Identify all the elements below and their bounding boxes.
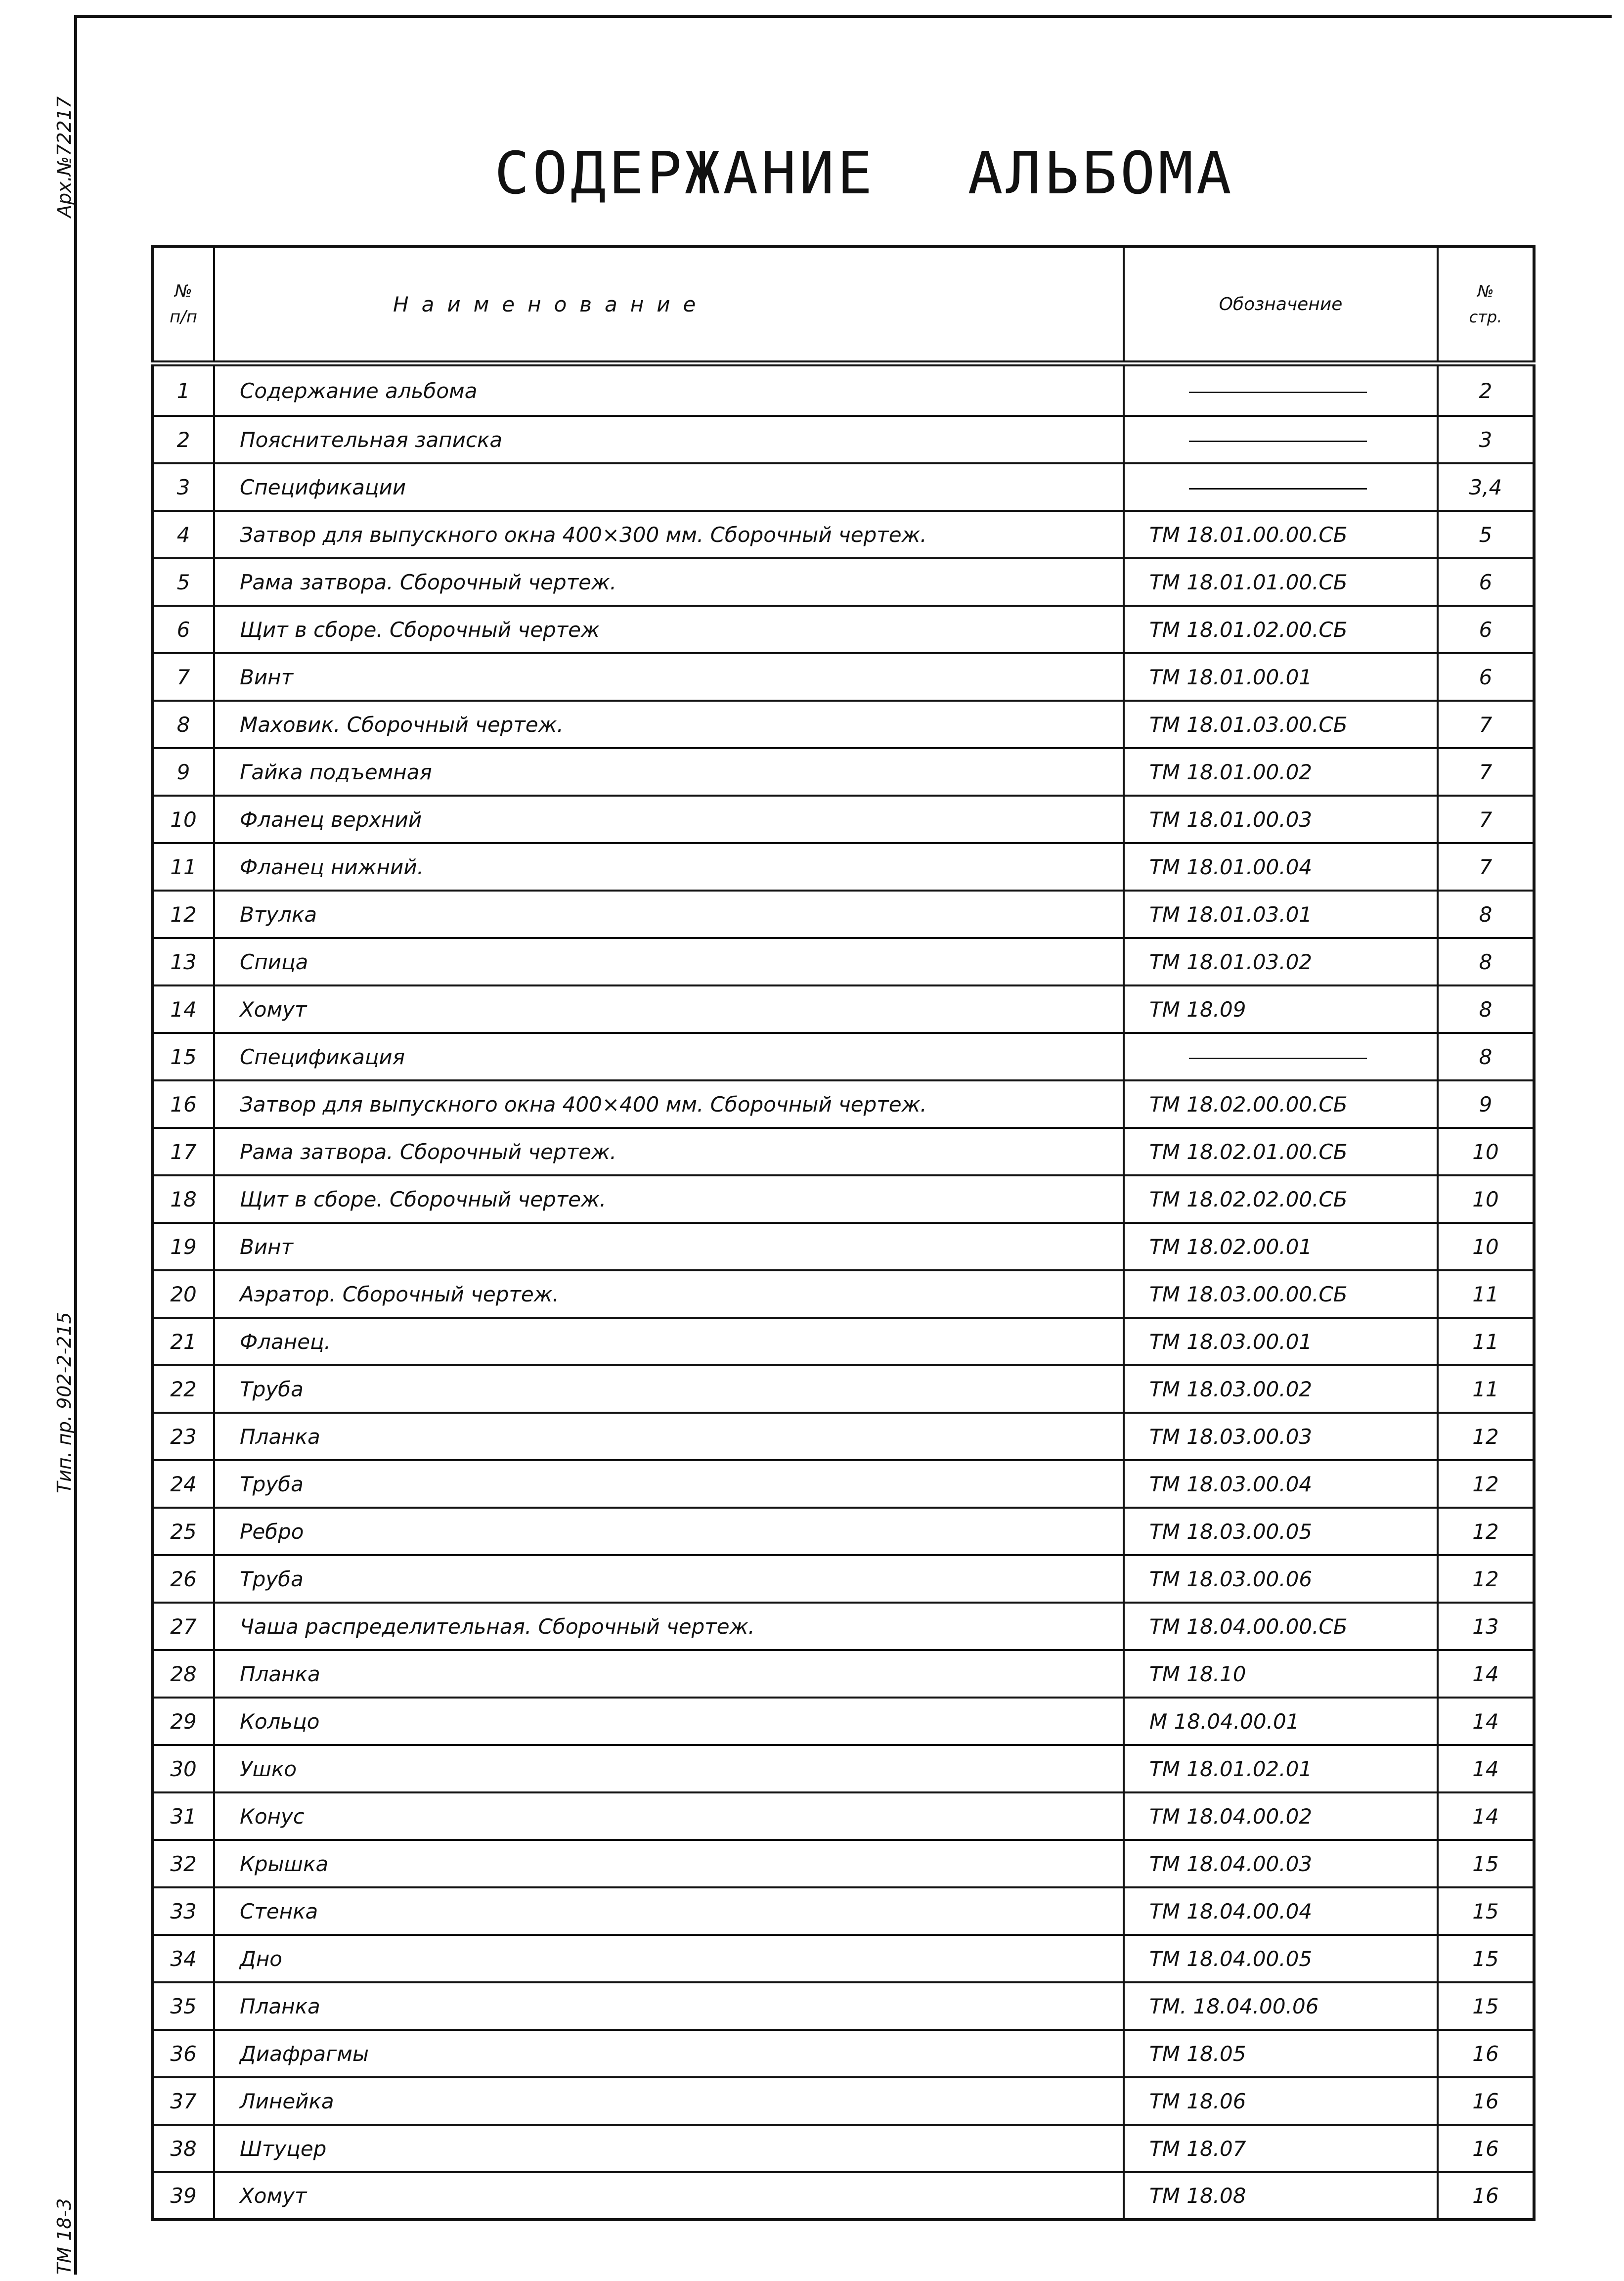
table-row	[152, 463, 1534, 511]
row-number: 19	[152, 1223, 214, 1270]
row-name: Маховик. Сборочный чертеж.	[214, 701, 1124, 748]
table-row	[152, 891, 1534, 938]
row-page: 13	[1438, 1603, 1534, 1650]
table-row	[152, 1270, 1534, 1318]
row-number: 38	[152, 2125, 214, 2172]
row-page: 10	[1438, 1128, 1534, 1175]
row-page: 6	[1438, 606, 1534, 653]
row-name: Планка	[214, 1650, 1124, 1698]
table-row	[152, 1935, 1534, 1982]
row-page: 3,4	[1438, 463, 1534, 511]
table-row	[152, 653, 1534, 701]
row-designation: ТМ 18.01.00.02	[1124, 748, 1438, 796]
empty-designation-dash	[1189, 392, 1367, 393]
row-page: 7	[1438, 748, 1534, 796]
table-row	[152, 985, 1534, 1033]
row-name: Штуцер	[214, 2125, 1124, 2172]
row-designation: ТМ 18.04.00.00.СБ	[1124, 1603, 1438, 1650]
table-row	[152, 2077, 1534, 2125]
row-designation: ТМ 18.03.00.02	[1124, 1365, 1438, 1413]
row-name: Чаша распределительная. Сборочный чертеж.	[214, 1603, 1124, 1650]
table-row	[152, 938, 1534, 985]
row-designation	[1124, 363, 1438, 416]
empty-designation-dash	[1189, 1058, 1367, 1059]
table-row	[152, 511, 1534, 558]
row-number: 27	[152, 1603, 214, 1650]
row-name: Труба	[214, 1460, 1124, 1508]
row-name: Планка	[214, 1413, 1124, 1460]
row-number: 7	[152, 653, 214, 701]
row-name: Втулка	[214, 891, 1124, 938]
row-number: 24	[152, 1460, 214, 1508]
table-row	[152, 2172, 1534, 2220]
table-row	[152, 2125, 1534, 2172]
header-number-label: п/п	[170, 307, 197, 327]
row-designation: ТМ 18.05	[1124, 2030, 1438, 2077]
row-number: 10	[152, 796, 214, 843]
row-designation: ТМ 18.01.00.00.СБ	[1124, 511, 1438, 558]
row-designation	[1124, 416, 1438, 463]
row-name: Фланец верхний	[214, 796, 1124, 843]
row-name: Стенка	[214, 1887, 1124, 1935]
row-page: 5	[1438, 511, 1534, 558]
table-row	[152, 606, 1534, 653]
row-page: 14	[1438, 1698, 1534, 1745]
row-name: Ребро	[214, 1508, 1124, 1555]
header-number	[152, 246, 214, 363]
row-number: 20	[152, 1270, 214, 1318]
header-page-sign: №	[1477, 282, 1494, 301]
row-number: 16	[152, 1080, 214, 1128]
row-number: 37	[152, 2077, 214, 2125]
table-row	[152, 796, 1534, 843]
row-name: Фланец.	[214, 1318, 1124, 1365]
row-number: 26	[152, 1555, 214, 1603]
empty-designation-dash	[1189, 488, 1367, 490]
row-designation: ТМ 18.04.00.04	[1124, 1887, 1438, 1935]
table-row	[152, 1080, 1534, 1128]
row-number: 35	[152, 1982, 214, 2030]
table-row	[152, 558, 1534, 606]
row-number: 39	[152, 2172, 214, 2220]
table-row	[152, 1508, 1534, 1555]
table-row	[152, 1603, 1534, 1650]
row-page: 2	[1438, 363, 1534, 416]
row-name: Дно	[214, 1935, 1124, 1982]
row-designation: ТМ 18.07	[1124, 2125, 1438, 2172]
row-name: Планка	[214, 1982, 1124, 2030]
table-row	[152, 416, 1534, 463]
row-name: Крышка	[214, 1840, 1124, 1887]
row-designation: ТМ 18.09	[1124, 985, 1438, 1033]
row-page: 15	[1438, 1887, 1534, 1935]
project-series-label: Тип. пр. 902-2-215	[53, 1312, 75, 1493]
header-page-label: стр.	[1469, 308, 1502, 326]
table-row	[152, 2030, 1534, 2077]
table-row	[152, 1887, 1534, 1935]
row-designation: ТМ 18.03.00.05	[1124, 1508, 1438, 1555]
row-number: 29	[152, 1698, 214, 1745]
row-name: Гайка подъемная	[214, 748, 1124, 796]
row-number: 1	[152, 363, 214, 416]
row-page: 6	[1438, 558, 1534, 606]
row-page: 16	[1438, 2125, 1534, 2172]
archive-number: Арх.№72217	[53, 96, 75, 218]
row-page: 8	[1438, 891, 1534, 938]
row-page: 3	[1438, 416, 1534, 463]
row-page: 8	[1438, 985, 1534, 1033]
row-name: Рама затвора. Сборочный чертеж.	[214, 1128, 1124, 1175]
row-number: 31	[152, 1792, 214, 1840]
row-page: 15	[1438, 1840, 1534, 1887]
header-name: Наименование	[214, 246, 1124, 363]
row-page: 14	[1438, 1792, 1534, 1840]
row-name: Труба	[214, 1555, 1124, 1603]
row-number: 4	[152, 511, 214, 558]
row-number: 22	[152, 1365, 214, 1413]
row-designation: ТМ 18.03.00.01	[1124, 1318, 1438, 1365]
row-page: 16	[1438, 2030, 1534, 2077]
table-row	[152, 701, 1534, 748]
row-page: 12	[1438, 1413, 1534, 1460]
table-row	[152, 1175, 1534, 1223]
row-designation: ТМ 18.01.02.01	[1124, 1745, 1438, 1792]
header-designation: Обозначение	[1124, 246, 1438, 363]
row-page: 11	[1438, 1365, 1534, 1413]
table-row	[152, 1128, 1534, 1175]
row-page: 11	[1438, 1270, 1534, 1318]
row-designation: ТМ 18.02.01.00.СБ	[1124, 1128, 1438, 1175]
row-name: Спица	[214, 938, 1124, 985]
row-page: 6	[1438, 653, 1534, 701]
row-number: 15	[152, 1033, 214, 1080]
row-number: 11	[152, 843, 214, 891]
row-designation	[1124, 1033, 1438, 1080]
row-number: 25	[152, 1508, 214, 1555]
table-row	[152, 843, 1534, 891]
row-designation: ТМ 18.01.01.00.СБ	[1124, 558, 1438, 606]
row-designation: ТМ 18.01.00.03	[1124, 796, 1438, 843]
row-designation: ТМ 18.04.00.05	[1124, 1935, 1438, 1982]
row-name: Пояснительная записка	[214, 416, 1124, 463]
row-page: 7	[1438, 701, 1534, 748]
row-designation: ТМ 18.02.00.00.СБ	[1124, 1080, 1438, 1128]
table-header-row	[152, 246, 1534, 363]
table-row	[152, 1840, 1534, 1887]
row-number: 2	[152, 416, 214, 463]
table-row	[152, 1223, 1534, 1270]
row-number: 12	[152, 891, 214, 938]
table-row	[152, 1982, 1534, 2030]
row-number: 14	[152, 985, 214, 1033]
row-name: Рама затвора. Сборочный чертеж.	[214, 558, 1124, 606]
row-name: Диафрагмы	[214, 2030, 1124, 2077]
row-number: 28	[152, 1650, 214, 1698]
row-designation: ТМ 18.01.00.04	[1124, 843, 1438, 891]
row-page: 16	[1438, 2172, 1534, 2220]
empty-designation-dash	[1189, 441, 1367, 442]
row-designation: ТМ 18.01.03.00.СБ	[1124, 701, 1438, 748]
row-designation: ТМ 18.01.03.01	[1124, 891, 1438, 938]
row-name: Хомут	[214, 2172, 1124, 2220]
row-page: 15	[1438, 1982, 1534, 2030]
row-number: 6	[152, 606, 214, 653]
table-row	[152, 1698, 1534, 1745]
row-name: Аэратор. Сборочный чертеж.	[214, 1270, 1124, 1318]
row-designation: ТМ 18.03.00.00.СБ	[1124, 1270, 1438, 1318]
row-page: 14	[1438, 1650, 1534, 1698]
row-designation	[1124, 463, 1438, 511]
row-name: Конус	[214, 1792, 1124, 1840]
row-designation: М 18.04.00.01	[1124, 1698, 1438, 1745]
row-number: 30	[152, 1745, 214, 1792]
row-name: Труба	[214, 1365, 1124, 1413]
row-name: Содержание альбома	[214, 363, 1124, 416]
contents-table	[151, 245, 1536, 2221]
row-number: 17	[152, 1128, 214, 1175]
row-page: 10	[1438, 1175, 1534, 1223]
row-name: Линейка	[214, 2077, 1124, 2125]
row-page: 12	[1438, 1460, 1534, 1508]
row-designation: ТМ 18.03.00.03	[1124, 1413, 1438, 1460]
table-row	[152, 748, 1534, 796]
row-page: 16	[1438, 2077, 1534, 2125]
row-designation: ТМ 18.03.00.06	[1124, 1555, 1438, 1603]
table-row	[152, 1413, 1534, 1460]
row-name: Винт	[214, 653, 1124, 701]
table-row	[152, 1745, 1534, 1792]
row-designation: ТМ 18.04.00.02	[1124, 1792, 1438, 1840]
row-page: 12	[1438, 1508, 1534, 1555]
row-number: 3	[152, 463, 214, 511]
row-page: 8	[1438, 938, 1534, 985]
row-page: 12	[1438, 1555, 1534, 1603]
row-designation: ТМ. 18.04.00.06	[1124, 1982, 1438, 2030]
row-name: Щит в сборе. Сборочный чертеж.	[214, 1175, 1124, 1223]
row-name: Кольцо	[214, 1698, 1124, 1745]
table-row	[152, 363, 1534, 416]
table-body	[152, 363, 1534, 2220]
row-number: 18	[152, 1175, 214, 1223]
row-page: 7	[1438, 796, 1534, 843]
row-name: Спецификации	[214, 463, 1124, 511]
row-page: 9	[1438, 1080, 1534, 1128]
row-designation: ТМ 18.02.00.01	[1124, 1223, 1438, 1270]
page-title: СОДЕРЖАНИЕ АЛЬБОМА	[494, 139, 1234, 207]
row-name: Спецификация	[214, 1033, 1124, 1080]
row-name: Хомут	[214, 985, 1124, 1033]
row-name: Ушко	[214, 1745, 1124, 1792]
row-number: 21	[152, 1318, 214, 1365]
row-name: Затвор для выпускного окна 400×300 мм. Сборочный чертеж.	[214, 511, 1124, 558]
row-page: 11	[1438, 1318, 1534, 1365]
table-row	[152, 1460, 1534, 1508]
header-page	[1438, 246, 1534, 363]
row-designation: ТМ 18.04.00.03	[1124, 1840, 1438, 1887]
header-number-sign: №	[175, 281, 192, 301]
row-page: 8	[1438, 1033, 1534, 1080]
row-name: Затвор для выпускного окна 400×400 мм. Сборочный чертеж.	[214, 1080, 1124, 1128]
table-row	[152, 1318, 1534, 1365]
row-number: 33	[152, 1887, 214, 1935]
row-page: 15	[1438, 1935, 1534, 1982]
row-number: 36	[152, 2030, 214, 2077]
row-designation: ТМ 18.06	[1124, 2077, 1438, 2125]
row-designation: ТМ 18.01.00.01	[1124, 653, 1438, 701]
row-name: Щит в сборе. Сборочный чертеж	[214, 606, 1124, 653]
table-row	[152, 1650, 1534, 1698]
row-number: 9	[152, 748, 214, 796]
row-number: 32	[152, 1840, 214, 1887]
row-number: 13	[152, 938, 214, 985]
row-designation: ТМ 18.10	[1124, 1650, 1438, 1698]
row-designation: ТМ 18.01.03.02	[1124, 938, 1438, 985]
table-row	[152, 1033, 1534, 1080]
table-row	[152, 1555, 1534, 1603]
sheet-code: ТМ 18-3	[53, 2198, 75, 2275]
row-name: Фланец нижний.	[214, 843, 1124, 891]
row-designation: ТМ 18.01.02.00.СБ	[1124, 606, 1438, 653]
row-designation: ТМ 18.08	[1124, 2172, 1438, 2220]
row-number: 8	[152, 701, 214, 748]
row-designation: ТМ 18.03.00.04	[1124, 1460, 1438, 1508]
row-page: 7	[1438, 843, 1534, 891]
row-name: Винт	[214, 1223, 1124, 1270]
row-designation: ТМ 18.02.02.00.СБ	[1124, 1175, 1438, 1223]
row-number: 5	[152, 558, 214, 606]
table-row	[152, 1792, 1534, 1840]
row-number: 23	[152, 1413, 214, 1460]
row-page: 10	[1438, 1223, 1534, 1270]
table-row	[152, 1365, 1534, 1413]
row-page: 14	[1438, 1745, 1534, 1792]
row-number: 34	[152, 1935, 214, 1982]
